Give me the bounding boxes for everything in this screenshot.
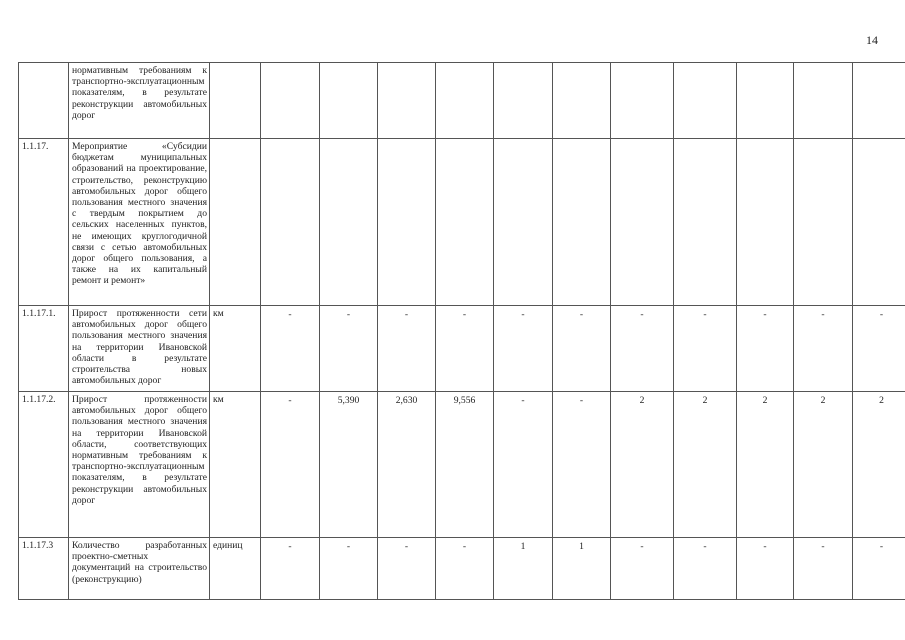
row-number-cell bbox=[19, 63, 69, 139]
value-cell: 1 bbox=[494, 538, 553, 600]
value-cell: 2 bbox=[674, 392, 737, 538]
value-cell: 5,390 bbox=[320, 392, 378, 538]
value-cell bbox=[611, 63, 674, 139]
value-cell bbox=[494, 139, 553, 306]
value-cell: - bbox=[494, 306, 553, 392]
value-cell: - bbox=[494, 392, 553, 538]
value-cell: - bbox=[436, 538, 494, 600]
value-cell: - bbox=[737, 538, 794, 600]
value-cell bbox=[674, 63, 737, 139]
value-cell: - bbox=[737, 306, 794, 392]
value-cell bbox=[853, 139, 905, 306]
value-cell: 2 bbox=[611, 392, 674, 538]
page-number: 14 bbox=[866, 33, 878, 47]
value-cell: - bbox=[674, 306, 737, 392]
indicator-name-cell: Прирост протяженности автомобильных дорог общего пользования местного значения на территории Ивановской области, соответствующих нормативным требованиям к транспортно-эксплуатационным показателям, в результате реконструкции автомобильных дорог bbox=[69, 392, 210, 538]
value-cell: - bbox=[853, 538, 905, 600]
indicator-name-cell: Прирост протяженности сети автомобильных дорог общего пользования местного значения на территории Ивановской области в результате строительства новых автомобильных дорог bbox=[69, 306, 210, 392]
value-cell: 2 bbox=[737, 392, 794, 538]
value-cell bbox=[553, 139, 611, 306]
value-cell bbox=[436, 63, 494, 139]
value-cell bbox=[794, 63, 853, 139]
value-cell: - bbox=[853, 306, 905, 392]
value-cell: - bbox=[553, 392, 611, 538]
table-body bbox=[19, 63, 905, 600]
table-row bbox=[19, 306, 905, 392]
row-number-cell: 1.1.17. bbox=[19, 139, 69, 306]
indicator-name-cell: нормативным требованиям к транспортно-эксплуатационным показателям, в результате реконструкции автомобильных дорог bbox=[69, 63, 210, 139]
value-cell bbox=[553, 63, 611, 139]
value-cell: 2,630 bbox=[378, 392, 436, 538]
value-cell: 1 bbox=[553, 538, 611, 600]
value-cell bbox=[261, 139, 320, 306]
value-cell: 9,556 bbox=[436, 392, 494, 538]
value-cell bbox=[674, 139, 737, 306]
value-cell: 2 bbox=[794, 392, 853, 538]
value-cell: - bbox=[674, 538, 737, 600]
value-cell bbox=[320, 63, 378, 139]
value-cell bbox=[737, 139, 794, 306]
value-cell bbox=[794, 139, 853, 306]
value-cell bbox=[261, 63, 320, 139]
value-cell: 2 bbox=[853, 392, 905, 538]
row-number-cell: 1.1.17.1. bbox=[19, 306, 69, 392]
unit-cell: км bbox=[210, 392, 261, 538]
table-row bbox=[19, 392, 905, 538]
value-cell: - bbox=[320, 538, 378, 600]
indicators-table bbox=[18, 62, 905, 600]
value-cell bbox=[853, 63, 905, 139]
indicator-name-cell: Количество разработанных проектно-сметных документаций на строительство (реконструкцию) bbox=[69, 538, 210, 600]
value-cell bbox=[611, 139, 674, 306]
unit-cell bbox=[210, 139, 261, 306]
unit-cell: км bbox=[210, 306, 261, 392]
value-cell: - bbox=[261, 306, 320, 392]
value-cell: - bbox=[261, 392, 320, 538]
value-cell: - bbox=[320, 306, 378, 392]
value-cell bbox=[320, 139, 378, 306]
value-cell: - bbox=[611, 538, 674, 600]
row-number-cell: 1.1.17.3 bbox=[19, 538, 69, 600]
value-cell: - bbox=[553, 306, 611, 392]
value-cell bbox=[378, 139, 436, 306]
indicator-name-cell: Мероприятие «Субсидии бюджетам муниципальных образований на проектирование, строительство, реконструкцию автомобильных дорог общего пользования местного значения с твердым покрытием до сельских населенных пунктов, не имеющих круглогодичной связи с сетью автомобильных дорог общего пользования, а также на их капитальный ремонт и ремонт» bbox=[69, 139, 210, 306]
table-row bbox=[19, 538, 905, 600]
value-cell: - bbox=[378, 538, 436, 600]
value-cell: - bbox=[794, 306, 853, 392]
table-row bbox=[19, 139, 905, 306]
row-number-cell: 1.1.17.2. bbox=[19, 392, 69, 538]
value-cell: - bbox=[378, 306, 436, 392]
value-cell bbox=[378, 63, 436, 139]
table-row bbox=[19, 63, 905, 139]
value-cell: - bbox=[436, 306, 494, 392]
value-cell: - bbox=[794, 538, 853, 600]
value-cell: - bbox=[611, 306, 674, 392]
value-cell bbox=[436, 139, 494, 306]
unit-cell: единиц bbox=[210, 538, 261, 600]
value-cell bbox=[494, 63, 553, 139]
value-cell: - bbox=[261, 538, 320, 600]
unit-cell bbox=[210, 63, 261, 139]
value-cell bbox=[737, 63, 794, 139]
